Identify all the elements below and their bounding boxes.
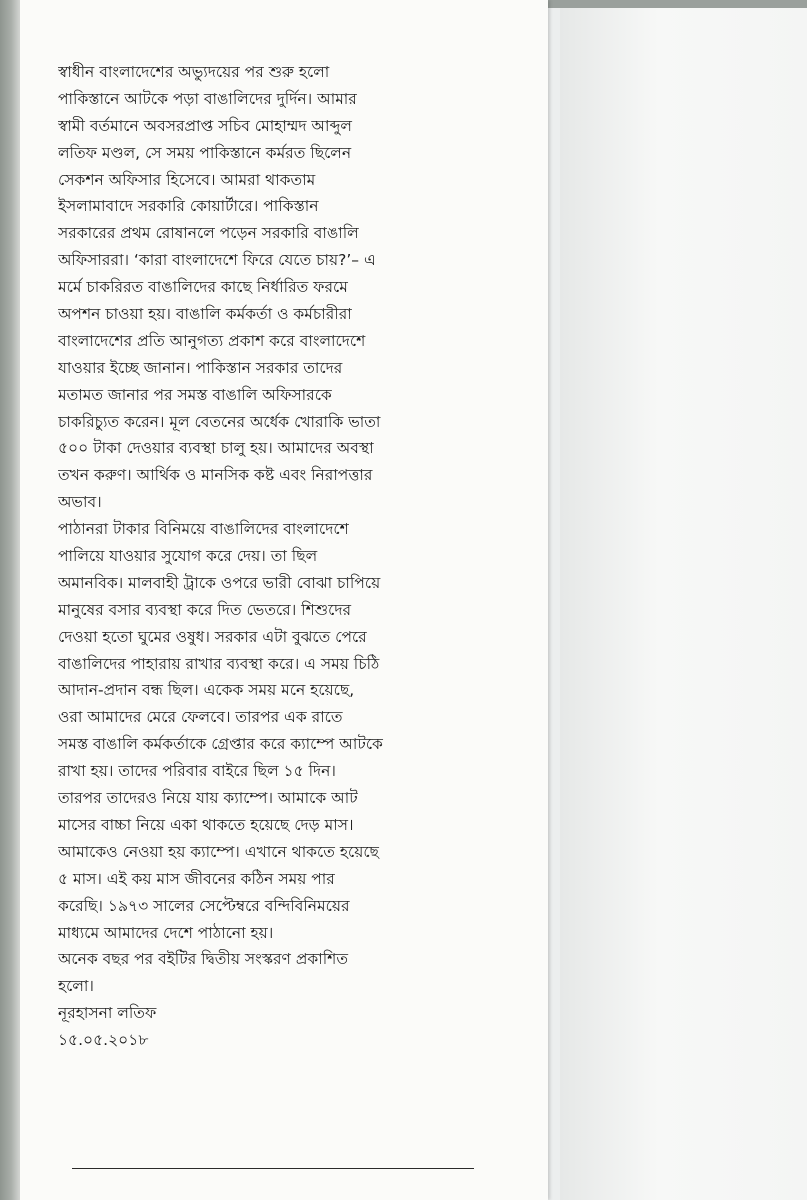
text-line: হলো। bbox=[58, 977, 94, 996]
text-line: করেছি। ১৯৭৩ সালের সেপ্টেম্বরে বন্দিবিনিময়ের bbox=[58, 896, 350, 915]
text-line: অপশন চাওয়া হয়। বাঙালি কর্মকর্তা ও কর্মচারীরা bbox=[58, 305, 352, 324]
text-line: মানুষের বসার ব্যবস্থা করে দিত ভেতরে। শিশুদের bbox=[58, 600, 352, 619]
text-line: আদান-প্রদান বন্ধ ছিল। একেক সময় মনে হয়েছে, bbox=[58, 681, 355, 700]
text-line: ৫০০ টাকা দেওয়ার ব্যবস্থা চালু হয়। আমাদের অবস্থা bbox=[58, 439, 374, 458]
text-line: অফিসাররা। ‘কারা বাংলাদেশে ফিরে যেতে চায়?’– এ bbox=[58, 251, 376, 270]
text-line: ইসলামাবাদে সরকারি কোয়ার্টারে। পাকিস্তান bbox=[58, 197, 319, 216]
text-line: অভাব। bbox=[58, 493, 102, 512]
text-line: আমাকেও নেওয়া হয় ক্যাম্পে। এখানে থাকতে হয়েছে bbox=[58, 842, 379, 861]
scan-edge-top bbox=[548, 0, 807, 8]
text-line: বাঙালিদের পাহারায় রাখার ব্যবস্থা করে। এ সময় চিঠি bbox=[58, 654, 380, 673]
text-line: লতিফ মণ্ডল, সে সময় পাকিস্তানে কর্মরত ছিলেন bbox=[58, 143, 352, 162]
footer-divider bbox=[72, 1168, 474, 1169]
book-page bbox=[20, 0, 548, 1200]
signature-date: ১৫.০৫.২০১৮ bbox=[58, 1031, 149, 1050]
facing-page bbox=[560, 8, 807, 1200]
page-body-text bbox=[58, 59, 548, 1054]
text-line: অনেক বছর পর বইটির দ্বিতীয় সংস্করণ প্রকাশিত bbox=[58, 950, 348, 969]
text-line: মাধ্যমে আমাদের দেশে পাঠানো হয়। bbox=[58, 923, 274, 942]
text-line: সেকশন অফিসার হিসেবে। আমরা থাকতাম bbox=[58, 170, 316, 189]
text-line: মর্মে চাকরিরত বাঙালিদের কাছে নির্ধারিত ফরমে bbox=[58, 278, 348, 297]
text-line: ৫ মাস। এই কয় মাস জীবনের কঠিন সময় পার bbox=[58, 869, 335, 888]
text-line: তখন করুণ। আর্থিক ও মানসিক কষ্ট এবং নিরাপত্তার bbox=[58, 466, 373, 485]
text-line: সরকারের প্রথম রোষানলে পড়েন সরকারি বাঙালি bbox=[58, 224, 359, 243]
text-line: রাখা হয়। তাদের পরিবার বাইরে ছিল ১৫ দিন। bbox=[58, 762, 336, 781]
text-line: চাকরিচ্যুত করেন। মূল বেতনের অর্ধেক খোরাকি ভাতা bbox=[58, 412, 381, 431]
text-line: দেওয়া হতো ঘুমের ওষুধ। সরকার এটা বুঝতে পেরে bbox=[58, 627, 367, 646]
text-line: অমানবিক। মালবাহী ট্রাকে ওপরে ভারী বোঝা চাপিয়ে bbox=[58, 573, 381, 592]
text-line: পালিয়ে যাওয়ার সুযোগ করে দেয়। তা ছিল bbox=[58, 547, 318, 566]
text-line: স্বামী বর্তমানে অবসরপ্রাপ্ত সচিব মোহাম্মদ আব্দুল bbox=[58, 116, 352, 135]
text-line: পাকিস্তানে আটকে পড়া বাঙালিদের দুর্দিন। আমার bbox=[58, 89, 357, 108]
text-line: ওরা আমাদের মেরে ফেলবে। তারপর এক রাতে bbox=[58, 708, 343, 727]
text-line: সমস্ত বাঙালি কর্মকর্তাকে গ্রেপ্তার করে ক্যাম্পে আটকে bbox=[58, 735, 383, 754]
text-line: বাংলাদেশের প্রতি আনুগত্য প্রকাশ করে বাংলাদেশে bbox=[58, 331, 366, 350]
text-line: স্বাধীন বাংলাদেশের অভ্যুদয়ের পর শুরু হলো bbox=[58, 63, 330, 81]
text-line: যাওয়ার ইচ্ছে জানান। পাকিস্তান সরকার তাদের bbox=[58, 358, 343, 377]
text-line: পাঠানরা টাকার বিনিময়ে বাঙালিদের বাংলাদেশে bbox=[58, 520, 349, 539]
text-line: তারপর তাদেরও নিয়ে যায় ক্যাম্পে। আমাকে আট bbox=[58, 789, 358, 808]
text-line: মাসের বাচ্চা নিয়ে একা থাকতে হয়েছে দেড় মাস। bbox=[58, 815, 354, 834]
author-signature: নূরহাসনা লতিফ bbox=[58, 1004, 157, 1023]
text-line: মতামত জানার পর সমস্ত বাঙালি অফিসারকে bbox=[58, 385, 332, 404]
scan-background-left bbox=[0, 0, 20, 1200]
